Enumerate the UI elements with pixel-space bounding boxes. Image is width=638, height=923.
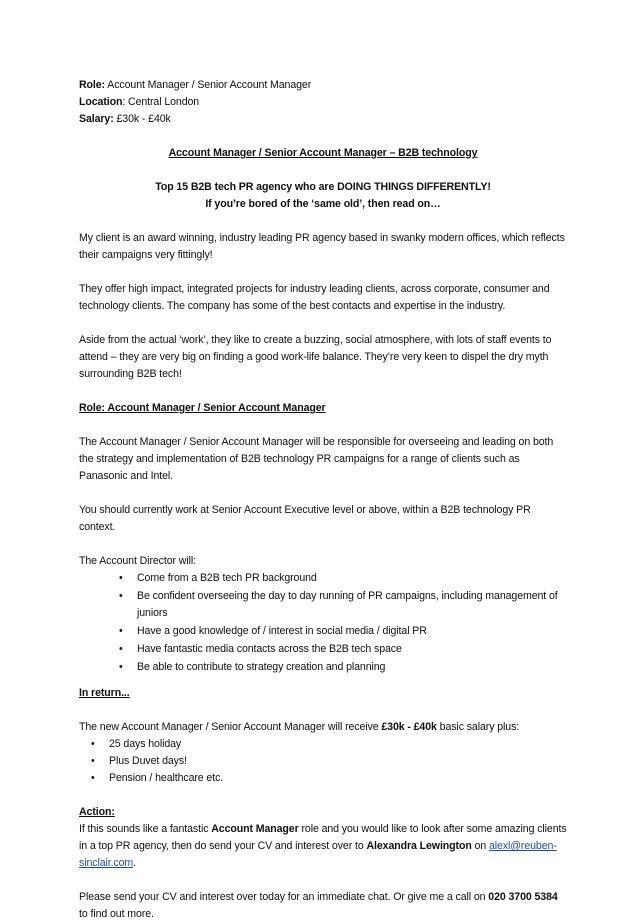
action-role: Account Manager [211, 823, 299, 835]
list-item: • Plus Duvet days! [79, 753, 567, 770]
headline-line1: Top 15 B2B tech PR agency who are DOING THINGS DIFFERENTLY! [155, 181, 491, 193]
return-section-heading: In return... [79, 687, 130, 699]
return-paragraph: The new Account Manager / Senior Account Manager will receive £30k - £40k basic salary plus: [79, 721, 520, 733]
bullet-icon: • [91, 738, 95, 750]
bullet-icon: • [119, 625, 123, 637]
role-list-intro: The Account Director will: [79, 555, 196, 567]
list-item: • Be able to contribute to strategy creation and planning [79, 659, 567, 676]
contact-name: Alexandra Lewington [366, 840, 472, 852]
headline-title: Account Manager / Senior Account Manager – B2B technology [168, 147, 478, 159]
salary-label: Salary: [79, 113, 114, 125]
bullet-icon: • [91, 755, 95, 767]
action-paragraph: If this sounds like a fantastic Account Manager role and you would like to look after some amazing clients in a top PR agency, then do send your CV and interest over to Alexandra Lewington on alexl@reuben-sinclair.com. [79, 823, 567, 869]
role-requirements-list [79, 570, 567, 676]
email-link[interactable]: alexl@reuben-sinclair.com [79, 840, 557, 869]
closing-paragraph: Please send your CV and interest over today for an immediate chat. Or give me a call on 020 3700 5384 to find out more. [79, 891, 558, 920]
action-section-heading: Action: [79, 806, 115, 818]
role-label: Role: [79, 79, 105, 91]
list-item: • 25 days holiday [79, 736, 567, 753]
phone-number: 020 3700 5384 [488, 891, 558, 903]
list-item: • Pension / healthcare etc. [79, 770, 567, 787]
intro-paragraph-3: Aside from the actual ‘work’, they like to create a buzzing, social atmosphere, with lots of staff events to attend – they are very big on finding a good work-life balance. They’re very keen to dispel the dry myth surrounding B2B tech! [79, 334, 552, 380]
intro-paragraph-1: My client is an award winning, industry leading PR agency based in swanky modern offices, which reflects their campaigns very fittingly! [79, 232, 565, 261]
role-section-heading: Role: Account Manager / Senior Account Manager [79, 402, 326, 414]
salary-value: £30k - £40k [116, 113, 171, 125]
bullet-icon: • [119, 661, 123, 673]
list-item: • Be confident overseeing the day to day running of PR campaigns, including management of juniors [119, 590, 558, 619]
bullet-icon: • [119, 643, 123, 655]
bullet-icon: • [119, 572, 123, 584]
list-item: • Have fantastic media contacts across the B2B tech space [79, 641, 567, 658]
location-label: Location [79, 96, 123, 108]
headline-line2: If you’re bored of the ‘same old’, then read on… [205, 198, 441, 210]
location-value: : Central London [122, 96, 200, 108]
role-line [79, 77, 567, 94]
location-line [79, 94, 567, 111]
document-page [79, 77, 567, 923]
role-value: Account Manager / Senior Account Manager [107, 79, 312, 91]
role-paragraph-1: The Account Manager / Senior Account Manager will be responsible for overseeing and leading on both the strategy and implementation of B2B technology PR campaigns for a range of clients such as Panasonic and Intel. [79, 436, 554, 482]
salary-line [79, 111, 567, 128]
bullet-icon: • [119, 590, 123, 602]
list-item: • Have a good knowledge of / interest in social media / digital PR [79, 623, 567, 640]
benefits-list [79, 736, 567, 787]
return-salary: £30k - £40k [381, 721, 437, 733]
role-paragraph-2: You should currently work at Senior Account Executive level or above, within a B2B technology PR context. [79, 504, 531, 533]
list-item: • Come from a B2B tech PR background [79, 570, 567, 587]
intro-paragraph-2: They offer high impact, integrated projects for industry leading clients, across corporate, consumer and technology clients. The company has some of the best contacts and expertise in the industry. [79, 283, 550, 312]
bullet-icon: • [91, 772, 95, 784]
